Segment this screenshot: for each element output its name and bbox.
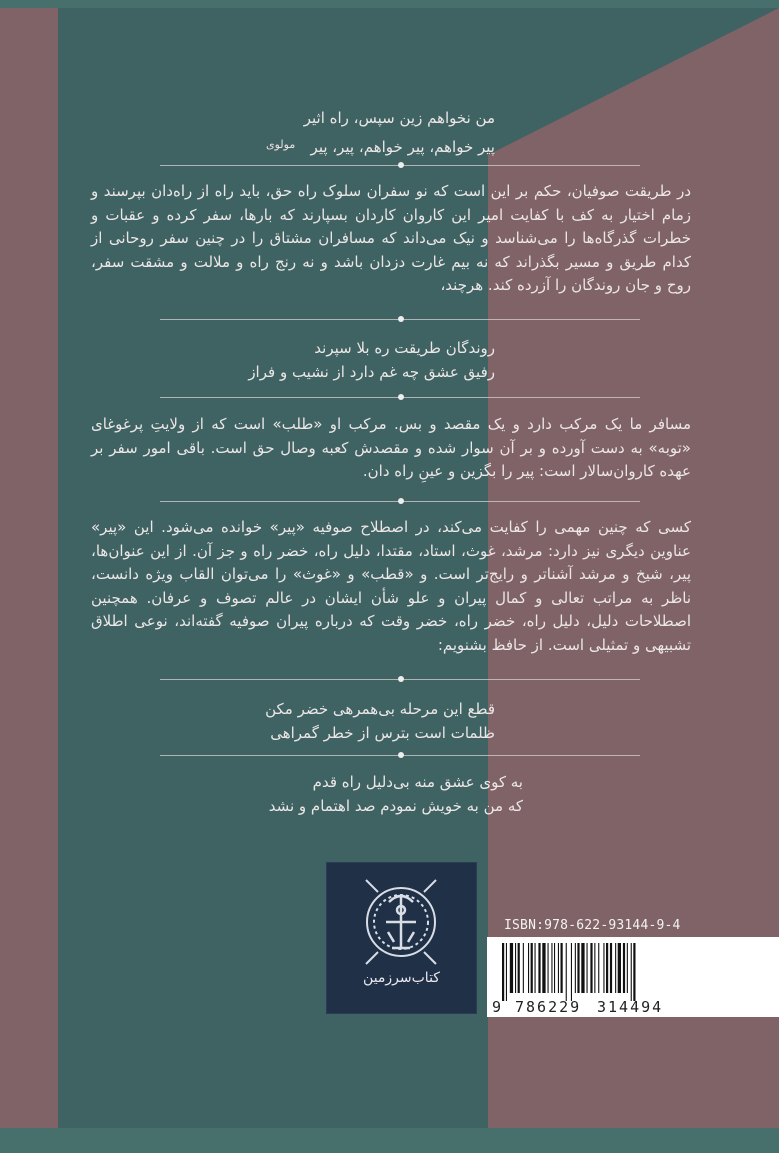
- bottom-strip: [0, 1128, 779, 1153]
- barcode-digits-left: 786229: [515, 998, 582, 1016]
- publisher-emblem-icon: [326, 862, 477, 972]
- paragraph-traveler: مسافر ما یک مرکب دارد و یک مقصد و بس. مرکب او «طلب» است که از ولایتِ پرغوغای «توبه» به دست آورده و بر آن سوار شده و مقصدش کعبه وصال حق است. باقی امور سفر بر عهده کاروان‌سالار است: پیر را بگزین و عینِ راه دان.: [91, 415, 691, 480]
- section-divider: [160, 675, 640, 685]
- verse-line: روندگان طریقت ره بلا سپرند: [314, 339, 495, 357]
- publisher-logo: [326, 862, 477, 1014]
- section-divider: [160, 751, 640, 761]
- epigraph-line: من نخواهم زین سپس، راه اثیر: [303, 109, 495, 127]
- paragraph-intro: در طریقت صوفیان، حکم بر این است که نو سفران سلوک راه حق، باید راه از راه‌دان بپرسند و زمام اختیار به کف با کفایت امیر این کاروان کاردان بسپارند که بارها، سفر کرده و عقبات و خطرات گذرگاه‌ها را می‌شناسد و نیک می‌داند که مسافران مشتاق را در چنین سفر روحانی از کدام طریق و مسیر بگذراند که نه بیم غارت دزدان باشد و نه رنج راه و ملالت و مشقت سفر، روح و جان روندگان را آزرده کند. هرچند،: [91, 182, 691, 294]
- verse-line: رفیق عشق چه غم دارد از نشیب و فراز: [248, 363, 495, 381]
- epigraph-line: پیر خواهم، پیر خواهم، پیر، پیر: [310, 138, 495, 156]
- isbn-label: ISBN:978-622-93144-9-4: [504, 918, 681, 933]
- section-divider: [160, 497, 640, 507]
- paragraph-pir: کسی که چنین مهمی را کفایت می‌کند، در اصطلاح صوفیه «پیر» خوانده می‌شود. این «پیر» عناوین دیگری نیز دارد: مرشد، غوث، استاد، مقتدا، دلیل راه، خضر راه و جز آن. از این عنوان‌ها، پیر، شیخ و مرشد آشناتر و رایج‌تر است. و «قطب» و «غوث» را می‌توان القاب ویژه دانست، ناظر به مراتب تعالی و کمال پیران و علو شأن ایشان در عالم تصوف و عرفان. همچنین اصطلاحات دلیل، دلیل راه، خضر راه، خضر وقت که درباره پیران صوفیه گفته‌اند، نوعی اطلاق تشبیهی و تمثیلی است. از حافظ بشنویم:: [91, 518, 691, 654]
- section-divider: [160, 315, 640, 325]
- section-divider: [160, 393, 640, 403]
- poet-name: مولوی: [266, 138, 296, 151]
- verse-line: قطع این مرحله بی‌همرهی خضر مکن: [265, 700, 495, 718]
- barcode: [502, 943, 674, 1001]
- barcode-digit-first: 9: [492, 998, 502, 1016]
- verse-line: که من به خویش نمودم صد اهتمام و نشد: [268, 797, 523, 815]
- epigraph: [304, 106, 495, 159]
- verse-line: به کوی عشق منه بی‌دلیل راه قدم: [312, 773, 523, 791]
- verse-hafez-2: [265, 697, 495, 745]
- verse-hafez-3: [269, 770, 523, 818]
- verse-hafez-1: [248, 336, 495, 384]
- verse-line: ظلمات است بترس از خطر گمراهی: [270, 724, 495, 742]
- section-divider: [160, 161, 640, 171]
- barcode-digits-right: 314494: [597, 998, 664, 1016]
- publisher-name: کتاب‌سرزمین: [363, 970, 440, 986]
